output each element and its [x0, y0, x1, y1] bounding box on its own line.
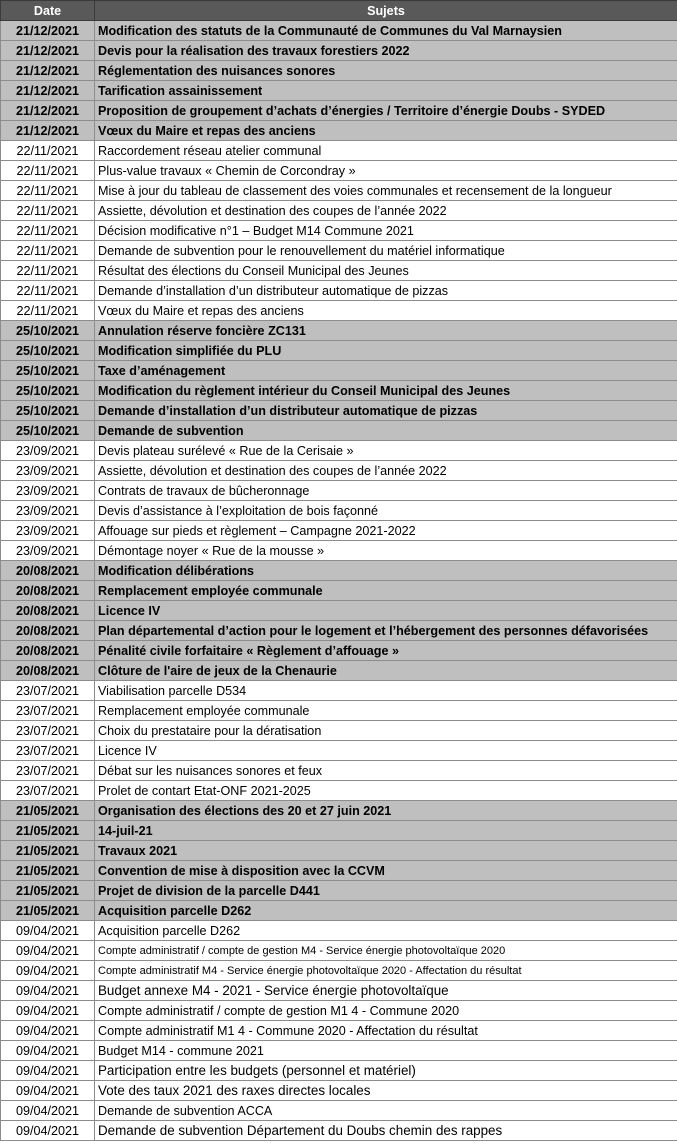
subject-cell: Modification des statuts de la Communauté de Communes du Val Marnaysien — [95, 21, 677, 41]
table-row — [1, 901, 677, 921]
date-cell: 09/04/2021 — [1, 981, 95, 1001]
subject-cell: Remplacement employée communale — [95, 581, 677, 601]
table-row — [1, 1081, 677, 1101]
date-cell: 23/07/2021 — [1, 741, 95, 761]
subject-cell: Vote des taux 2021 des raxes directes locales — [95, 1081, 677, 1101]
subject-cell: Projet de division de la parcelle D441 — [95, 881, 677, 901]
table-row — [1, 121, 677, 141]
subject-cell: Licence IV — [95, 601, 677, 621]
table-row — [1, 261, 677, 281]
subject-cell: Vœux du Maire et repas des anciens — [95, 301, 677, 321]
date-cell: 25/10/2021 — [1, 421, 95, 441]
subject-cell: Modification simplifiée du PLU — [95, 341, 677, 361]
date-cell: 25/10/2021 — [1, 341, 95, 361]
date-cell: 23/09/2021 — [1, 461, 95, 481]
subject-cell: Travaux 2021 — [95, 841, 677, 861]
date-cell: 09/04/2021 — [1, 1121, 95, 1141]
table-row — [1, 981, 677, 1001]
subject-cell: Demande d’installation d’un distributeur automatique de pizzas — [95, 401, 677, 421]
table-row — [1, 501, 677, 521]
table-row — [1, 621, 677, 641]
table-row — [1, 481, 677, 501]
date-cell: 23/07/2021 — [1, 701, 95, 721]
subject-cell: Compte administratif / compte de gestion M4 - Service énergie photovoltaïque 2020 — [95, 941, 677, 961]
subject-cell: Devis pour la réalisation des travaux forestiers 2022 — [95, 41, 677, 61]
date-cell: 09/04/2021 — [1, 1101, 95, 1121]
date-cell: 20/08/2021 — [1, 621, 95, 641]
date-cell: 21/05/2021 — [1, 861, 95, 881]
table-row — [1, 1101, 677, 1121]
table-row — [1, 941, 677, 961]
table-row — [1, 821, 677, 841]
date-cell: 21/12/2021 — [1, 21, 95, 41]
table-row — [1, 961, 677, 981]
subject-cell: Compte administratif M4 - Service énergie photovoltaïque 2020 - Affectation du résultat — [95, 961, 677, 981]
date-cell: 21/12/2021 — [1, 121, 95, 141]
date-cell: 21/12/2021 — [1, 81, 95, 101]
subject-cell: 14-juil-21 — [95, 821, 677, 841]
table-row — [1, 241, 677, 261]
subject-cell: Pénalité civile forfaitaire « Règlement d’affouage » — [95, 641, 677, 661]
subject-cell: Compte administratif / compte de gestion M1 4 - Commune 2020 — [95, 1001, 677, 1021]
table-row — [1, 921, 677, 941]
table-row — [1, 441, 677, 461]
table-row — [1, 561, 677, 581]
date-cell: 23/07/2021 — [1, 781, 95, 801]
date-cell: 22/11/2021 — [1, 141, 95, 161]
subject-cell: Modification délibérations — [95, 561, 677, 581]
table-row — [1, 761, 677, 781]
table-row — [1, 541, 677, 561]
date-cell: 23/07/2021 — [1, 681, 95, 701]
table-row — [1, 521, 677, 541]
subject-cell: Demande de subvention — [95, 421, 677, 441]
date-cell: 23/09/2021 — [1, 441, 95, 461]
subject-cell: Décision modificative n°1 – Budget M14 Commune 2021 — [95, 221, 677, 241]
date-cell: 20/08/2021 — [1, 601, 95, 621]
date-cell: 21/05/2021 — [1, 901, 95, 921]
header-row — [1, 1, 677, 21]
date-cell: 20/08/2021 — [1, 561, 95, 581]
date-cell: 22/11/2021 — [1, 161, 95, 181]
table-row — [1, 361, 677, 381]
date-cell: 21/12/2021 — [1, 61, 95, 81]
table-row — [1, 141, 677, 161]
subject-cell: Démontage noyer « Rue de la mousse » — [95, 541, 677, 561]
subject-cell: Devis d’assistance à l’exploitation de bois façonné — [95, 501, 677, 521]
table-row — [1, 461, 677, 481]
table-row — [1, 1001, 677, 1021]
date-cell: 09/04/2021 — [1, 1041, 95, 1061]
subject-cell: Acquisition parcelle D262 — [95, 901, 677, 921]
subject-cell: Affouage sur pieds et règlement – Campagne 2021-2022 — [95, 521, 677, 541]
subject-cell: Convention de mise à disposition avec la CCVM — [95, 861, 677, 881]
date-cell: 09/04/2021 — [1, 941, 95, 961]
subject-cell: Plan départemental d’action pour le logement et l’hébergement des personnes défavorisées — [95, 621, 677, 641]
subject-cell: Clôture de l'aire de jeux de la Chenaurie — [95, 661, 677, 681]
table-row — [1, 581, 677, 601]
table-row — [1, 161, 677, 181]
date-cell: 09/04/2021 — [1, 921, 95, 941]
date-cell: 23/07/2021 — [1, 761, 95, 781]
subject-cell: Viabilisation parcelle D534 — [95, 681, 677, 701]
date-cell: 22/11/2021 — [1, 201, 95, 221]
subject-cell: Résultat des élections du Conseil Municipal des Jeunes — [95, 261, 677, 281]
date-cell: 22/11/2021 — [1, 241, 95, 261]
table-row — [1, 881, 677, 901]
date-cell: 20/08/2021 — [1, 641, 95, 661]
table-row — [1, 101, 677, 121]
subject-cell: Devis plateau surélevé « Rue de la Cerisaie » — [95, 441, 677, 461]
subject-cell: Contrats de travaux de bûcheronnage — [95, 481, 677, 501]
date-cell: 25/10/2021 — [1, 321, 95, 341]
subject-cell: Participation entre les budgets (personnel et matériel) — [95, 1061, 677, 1081]
table-row — [1, 181, 677, 201]
subject-cell: Plus-value travaux « Chemin de Corcondray » — [95, 161, 677, 181]
date-cell: 20/08/2021 — [1, 661, 95, 681]
subject-cell: Vœux du Maire et repas des anciens — [95, 121, 677, 141]
subject-cell: Taxe d’aménagement — [95, 361, 677, 381]
date-cell: 23/09/2021 — [1, 541, 95, 561]
date-cell: 21/12/2021 — [1, 41, 95, 61]
table-row — [1, 841, 677, 861]
subject-cell: Budget M14 - commune 2021 — [95, 1041, 677, 1061]
table-row — [1, 721, 677, 741]
table-body — [1, 21, 677, 1141]
date-cell: 09/04/2021 — [1, 1001, 95, 1021]
subject-cell: Modification du règlement intérieur du Conseil Municipal des Jeunes — [95, 381, 677, 401]
table-row — [1, 701, 677, 721]
table-row — [1, 641, 677, 661]
date-cell: 22/11/2021 — [1, 261, 95, 281]
table-row — [1, 861, 677, 881]
table-row — [1, 221, 677, 241]
table-row — [1, 321, 677, 341]
subject-column-header: Sujets — [95, 1, 677, 21]
subject-cell: Prolet de contart Etat-ONF 2021-2025 — [95, 781, 677, 801]
date-cell: 23/09/2021 — [1, 501, 95, 521]
subject-cell: Débat sur les nuisances sonores et feux — [95, 761, 677, 781]
table-row — [1, 301, 677, 321]
subject-cell: Raccordement réseau atelier communal — [95, 141, 677, 161]
table-row — [1, 681, 677, 701]
table-row — [1, 1021, 677, 1041]
subject-cell: Remplacement employée communale — [95, 701, 677, 721]
subject-cell: Demande de subvention pour le renouvellement du matériel informatique — [95, 241, 677, 261]
date-cell: 21/12/2021 — [1, 101, 95, 121]
table-row — [1, 21, 677, 41]
date-cell: 25/10/2021 — [1, 401, 95, 421]
date-column-header: Date — [1, 1, 95, 21]
subject-cell: Compte administratif M1 4 - Commune 2020 - Affectation du résultat — [95, 1021, 677, 1041]
subject-cell: Demande d’installation d’un distributeur automatique de pizzas — [95, 281, 677, 301]
date-cell: 09/04/2021 — [1, 1021, 95, 1041]
table-row — [1, 281, 677, 301]
date-cell: 22/11/2021 — [1, 221, 95, 241]
table-row — [1, 1121, 677, 1141]
date-cell: 25/10/2021 — [1, 361, 95, 381]
subject-cell: Proposition de groupement d’achats d’énergies / Territoire d’énergie Doubs - SYDED — [95, 101, 677, 121]
subject-cell: Demande de subvention ACCA — [95, 1101, 677, 1121]
date-cell: 09/04/2021 — [1, 961, 95, 981]
table-row — [1, 801, 677, 821]
subject-cell: Acquisition parcelle D262 — [95, 921, 677, 941]
table-row — [1, 61, 677, 81]
date-cell: 25/10/2021 — [1, 381, 95, 401]
subject-cell: Budget annexe M4 - 2021 - Service énergie photovoltaïque — [95, 981, 677, 1001]
date-cell: 09/04/2021 — [1, 1061, 95, 1081]
subject-cell: Licence IV — [95, 741, 677, 761]
subject-cell: Tarification assainissement — [95, 81, 677, 101]
table-row — [1, 421, 677, 441]
date-cell: 22/11/2021 — [1, 281, 95, 301]
subject-cell: Organisation des élections des 20 et 27 juin 2021 — [95, 801, 677, 821]
table-row — [1, 741, 677, 761]
subject-cell: Demande de subvention Département du Doubs chemin des rappes — [95, 1121, 677, 1141]
subject-cell: Assiette, dévolution et destination des coupes de l’année 2022 — [95, 461, 677, 481]
table-row — [1, 781, 677, 801]
table-row — [1, 1041, 677, 1061]
table-row — [1, 81, 677, 101]
table-row — [1, 201, 677, 221]
subject-cell: Choix du prestataire pour la dératisation — [95, 721, 677, 741]
subject-cell: Annulation réserve foncière ZC131 — [95, 321, 677, 341]
subject-cell: Assiette, dévolution et destination des coupes de l’année 2022 — [95, 201, 677, 221]
date-cell: 23/07/2021 — [1, 721, 95, 741]
table-row — [1, 341, 677, 361]
date-cell: 22/11/2021 — [1, 301, 95, 321]
date-cell: 09/04/2021 — [1, 1081, 95, 1101]
table-row — [1, 1061, 677, 1081]
date-cell: 23/09/2021 — [1, 481, 95, 501]
date-cell: 23/09/2021 — [1, 521, 95, 541]
table-row — [1, 381, 677, 401]
date-cell: 22/11/2021 — [1, 181, 95, 201]
date-cell: 20/08/2021 — [1, 581, 95, 601]
subject-cell: Réglementation des nuisances sonores — [95, 61, 677, 81]
date-cell: 21/05/2021 — [1, 881, 95, 901]
table-row — [1, 41, 677, 61]
table-row — [1, 401, 677, 421]
date-cell: 21/05/2021 — [1, 801, 95, 821]
date-cell: 21/05/2021 — [1, 821, 95, 841]
date-cell: 21/05/2021 — [1, 841, 95, 861]
table-row — [1, 661, 677, 681]
table-row — [1, 601, 677, 621]
subject-cell: Mise à jour du tableau de classement des voies communales et recensement de la longueur — [95, 181, 677, 201]
